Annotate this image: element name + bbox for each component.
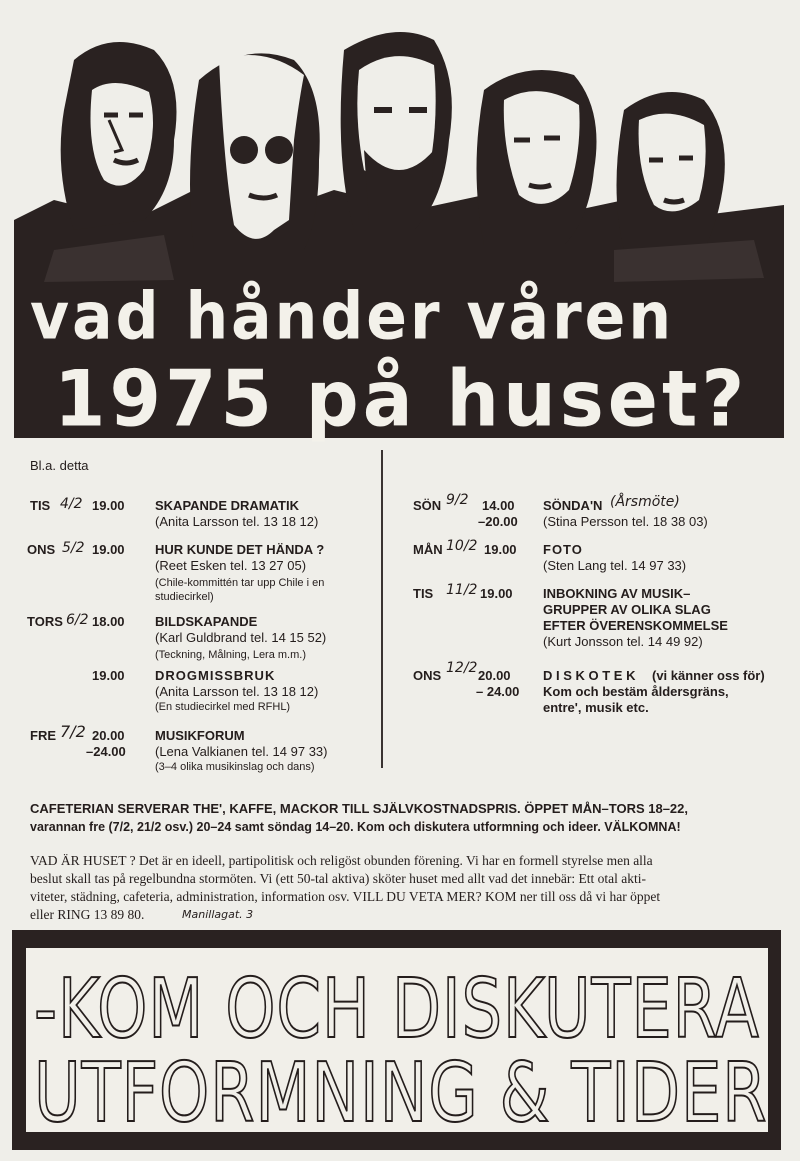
portrait-3 bbox=[341, 32, 452, 230]
about-line-3: viteter, städning, cafeteria, administration, information osv. VILL DU VETA MER? KOM ner till oss då vi har öppet bbox=[30, 889, 661, 904]
event-date-handwritten: 6/2 bbox=[66, 612, 89, 628]
event-title: D I S K O T E K bbox=[543, 668, 636, 683]
event-contact: (Reet Esken tel. 13 27 05) bbox=[155, 558, 307, 573]
event-day: TORS bbox=[27, 614, 63, 629]
portrait-4 bbox=[477, 70, 597, 245]
event-desc-1: Kom och bestäm åldersgräns, bbox=[543, 684, 729, 699]
event-date-handwritten: 10/2 bbox=[446, 538, 478, 554]
portrait-2 bbox=[190, 53, 320, 250]
event-time: 20.00 bbox=[92, 728, 125, 743]
intro-text: Bl.a. detta bbox=[30, 458, 89, 473]
event-title: DROGMISSBRUK bbox=[155, 668, 276, 683]
portrait-1 bbox=[61, 42, 177, 230]
event-day: MÅN bbox=[413, 542, 443, 557]
event-date-handwritten: 4/2 bbox=[60, 496, 83, 512]
footer-line-2: UTFORMNING & TIDER bbox=[34, 1046, 768, 1141]
event-date-handwritten: 11/2 bbox=[446, 582, 478, 598]
event-title: SÖNDA'N bbox=[543, 498, 603, 513]
event-time: 19.00 bbox=[92, 542, 125, 557]
event-day: FRE bbox=[30, 728, 56, 743]
about-line-1: VAD ÄR HUSET ? Det är en ideell, partipolitisk och religöst obunden förening. Vi har en formell styrelse men alla bbox=[30, 853, 653, 868]
about-line-2: beslut skall tas på regelbundna stormöten. Vi (ett 50-tal aktiva) sköter huset med allt vad det innebär: Ett otal akti- bbox=[30, 871, 647, 886]
event-time: 18.00 bbox=[92, 614, 125, 629]
event-time-end: –20.00 bbox=[478, 514, 518, 529]
event-contact: (Sten Lang tel. 14 97 33) bbox=[543, 558, 687, 573]
event-date-handwritten: 5/2 bbox=[62, 540, 85, 556]
event-title: BILDSKAPANDE bbox=[155, 614, 258, 629]
event-day: TIS bbox=[413, 586, 434, 601]
event-day: ONS bbox=[413, 668, 442, 683]
event-time-end: – 24.00 bbox=[476, 684, 520, 699]
event-time-end: –24.00 bbox=[86, 744, 126, 759]
event-title: SKAPANDE DRAMATIK bbox=[155, 498, 299, 513]
event-note-2: studiecirkel) bbox=[155, 591, 214, 603]
event-contact: (Stina Persson tel. 18 38 03) bbox=[543, 514, 708, 529]
event-note: (3–4 olika musikinslag och dans) bbox=[155, 761, 315, 773]
event-contact: (Karl Guldbrand tel. 14 15 52) bbox=[155, 630, 327, 645]
event-time: 19.00 bbox=[92, 498, 125, 513]
event-contact: (Kurt Jonsson tel. 14 49 92) bbox=[543, 634, 703, 649]
event-contact: (Lena Valkianen tel. 14 97 33) bbox=[155, 744, 328, 759]
event-title-handwritten: (Årsmöte) bbox=[610, 494, 680, 510]
about-handwritten-address: Manillagat. 3 bbox=[182, 908, 254, 921]
event-title: INBOKNING AV MUSIK– bbox=[543, 586, 691, 601]
event-day: SÖN bbox=[413, 498, 442, 513]
footer-banner bbox=[12, 930, 781, 1150]
event-note: (En studiecirkel med RFHL) bbox=[155, 701, 291, 713]
event-time: 14.00 bbox=[482, 498, 515, 513]
about-line-4: eller RING 13 89 80. bbox=[30, 907, 145, 922]
event-title: MUSIKFORUM bbox=[155, 728, 245, 743]
event-contact: (Anita Larsson tel. 13 18 12) bbox=[155, 514, 319, 529]
event-time: 19.00 bbox=[92, 668, 125, 683]
event-day: TIS bbox=[30, 498, 51, 513]
cafeteria-line-1: CAFETERIAN SERVERAR THE', KAFFE, MACKOR TILL SJÄLVKOSTNADSPRIS. ÖPPET MÅN–TORS 18–22, bbox=[30, 801, 688, 816]
event-date-handwritten: 9/2 bbox=[446, 492, 469, 508]
event-note: (Chile-kommittén tar upp Chile i en bbox=[155, 577, 325, 589]
event-desc-2: entre', musik etc. bbox=[543, 700, 649, 715]
cafeteria-line-2: varannan fre (7/2, 21/2 osv.) 20–24 samt söndag 14–20. Kom och diskutera utformning och ideer. VÄLKOMNA! bbox=[30, 820, 681, 834]
headline-line1: vad hånder våren bbox=[30, 279, 675, 355]
event-title: FOTO bbox=[543, 542, 583, 557]
column-divider bbox=[381, 450, 383, 768]
event-date-handwritten: 12/2 bbox=[446, 660, 478, 676]
event-title-rest: (vi känner oss för) bbox=[652, 668, 765, 683]
event-title-2: GRUPPER AV OLIKA SLAG bbox=[543, 602, 711, 617]
portrait-5 bbox=[617, 92, 725, 250]
header-woodcut bbox=[14, 20, 784, 445]
footer-banner-inner bbox=[26, 948, 768, 1141]
event-time: 19.00 bbox=[480, 586, 513, 601]
footer-line-1: -KOM OCH DISKUTERA bbox=[34, 962, 760, 1057]
event-time: 20.00 bbox=[478, 668, 511, 683]
event-contact: (Anita Larsson tel. 13 18 12) bbox=[155, 684, 319, 699]
event-title-3: EFTER ÖVERENSKOMMELSE bbox=[543, 618, 728, 633]
event-note: (Teckning, Målning, Lera m.m.) bbox=[155, 649, 306, 661]
headline-line2: 1975 på huset? bbox=[54, 353, 749, 445]
event-day: ONS bbox=[27, 542, 56, 557]
event-time: 19.00 bbox=[484, 542, 517, 557]
event-date-handwritten: 7/2 bbox=[60, 722, 86, 741]
event-title: HUR KUNDE DET HÄNDA ? bbox=[155, 542, 325, 557]
